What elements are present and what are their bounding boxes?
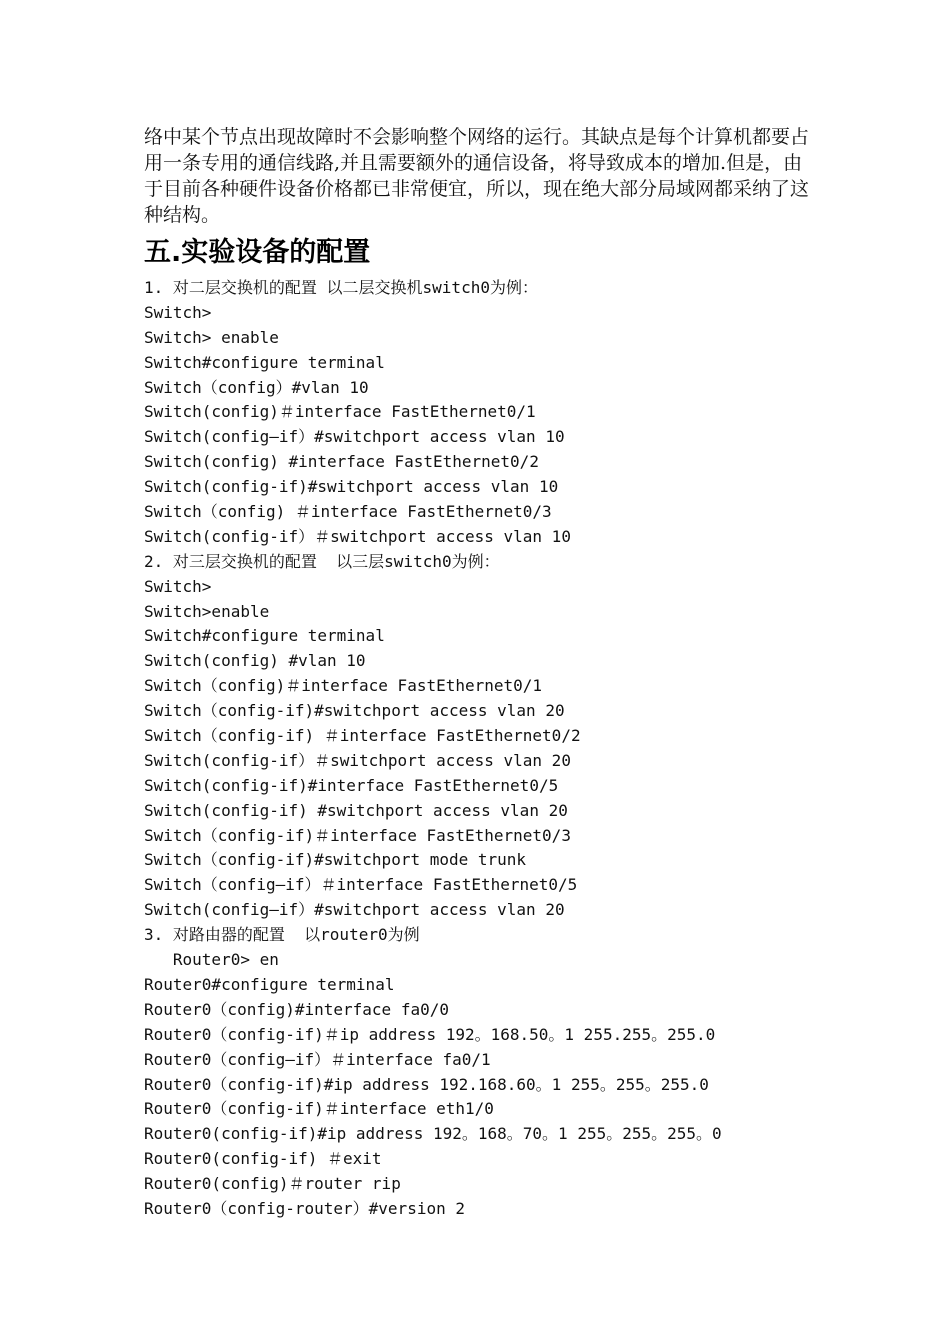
config-line: Switch(config-if）＃switchport access vlan 20	[144, 750, 571, 770]
config-line: Router0（config—if）＃interface fa0/1	[144, 1049, 491, 1069]
config-line: Router0(config-if) ＃exit	[144, 1149, 382, 1169]
config-line: Router0(config-if)#ip address 192。168。70。1 255。255。255。0	[144, 1124, 722, 1144]
config-line: Router0（config-if)#ip address 192.168.60。1 255。255。255.0	[144, 1074, 709, 1094]
config-line: Switch(config-if）＃switchport access vlan 10	[144, 526, 571, 546]
config-line: Switch（config）#vlan 10	[144, 377, 369, 397]
config-line: Switch（config-if) ＃interface FastEthernet0/2	[144, 726, 581, 746]
config-line: Switch（config—if）＃interface FastEthernet0/5	[144, 875, 578, 895]
config-line: Switch(config) #vlan 10	[144, 651, 366, 671]
config-line: Router0（config-if)＃ip address 192。168.50。1 255.255。255.0	[144, 1024, 716, 1044]
config-line: Switch(config)＃interface FastEthernet0/1	[144, 402, 536, 422]
config-line: Switch>enable	[144, 601, 270, 621]
config-line: Switch(config-if) #switchport access vlan 20	[144, 800, 568, 820]
config-line: Switch（config-if)＃interface FastEthernet0/3	[144, 825, 571, 845]
intro-paragraph: 络中某个节点出现故障时不会影响整个网络的运行。其缺点是每个计算机都要占用一条专用的通信线路,并且需要额外的通信设备，将导致成本的增加.但是，由于目前各种硬件设备价格都已非常便宜，所以，现在绝大部分局域网都采纳了这种结构。	[144, 126, 810, 226]
config-line: Router0（config)#interface fa0/0	[144, 999, 449, 1019]
config-line: Router0#configure terminal	[144, 974, 395, 994]
config-line: Router0> en	[144, 950, 279, 970]
config-line: Switch（config-if)#switchport mode trunk	[144, 850, 527, 870]
config-line: 1. 对二层交换机的配置 以二层交换机switch0为例：	[144, 278, 538, 297]
config-line: Switch（config)＃interface FastEthernet0/1	[144, 676, 543, 696]
config-line: Switch(config—if）#switchport access vlan 10	[144, 427, 565, 447]
page-content	[144, 124, 814, 1222]
config-line: Switch（config-if)#switchport access vlan 20	[144, 701, 565, 721]
config-line: Switch(config—if）#switchport access vlan 20	[144, 900, 565, 920]
config-line: Router0(config)＃router rip	[144, 1174, 401, 1194]
config-line: Router0（config-router）#version 2	[144, 1198, 465, 1218]
config-line: 2. 对三层交换机的配置 以三层switch0为例：	[144, 551, 500, 571]
config-line: Switch(config-if)#switchport access vlan 10	[144, 477, 559, 497]
config-line: Switch(config-if)#interface FastEthernet0/5	[144, 775, 559, 795]
config-lines	[144, 276, 814, 1222]
config-line: 3. 对路由器的配置 以router0为例	[144, 925, 420, 945]
config-line: Router0（config-if)＃interface eth1/0	[144, 1099, 494, 1119]
config-line: Switch#configure terminal	[144, 352, 385, 372]
config-line: Switch>	[144, 576, 212, 596]
config-line: Switch>	[144, 302, 212, 322]
config-line: Switch#configure terminal	[144, 626, 385, 646]
section-heading: 五.实验设备的配置	[144, 237, 371, 268]
config-line: Switch（config) ＃interface FastEthernet0/3	[144, 502, 552, 522]
config-line: Switch(config) #interface FastEthernet0/2	[144, 452, 539, 472]
config-line: Switch> enable	[144, 327, 279, 347]
